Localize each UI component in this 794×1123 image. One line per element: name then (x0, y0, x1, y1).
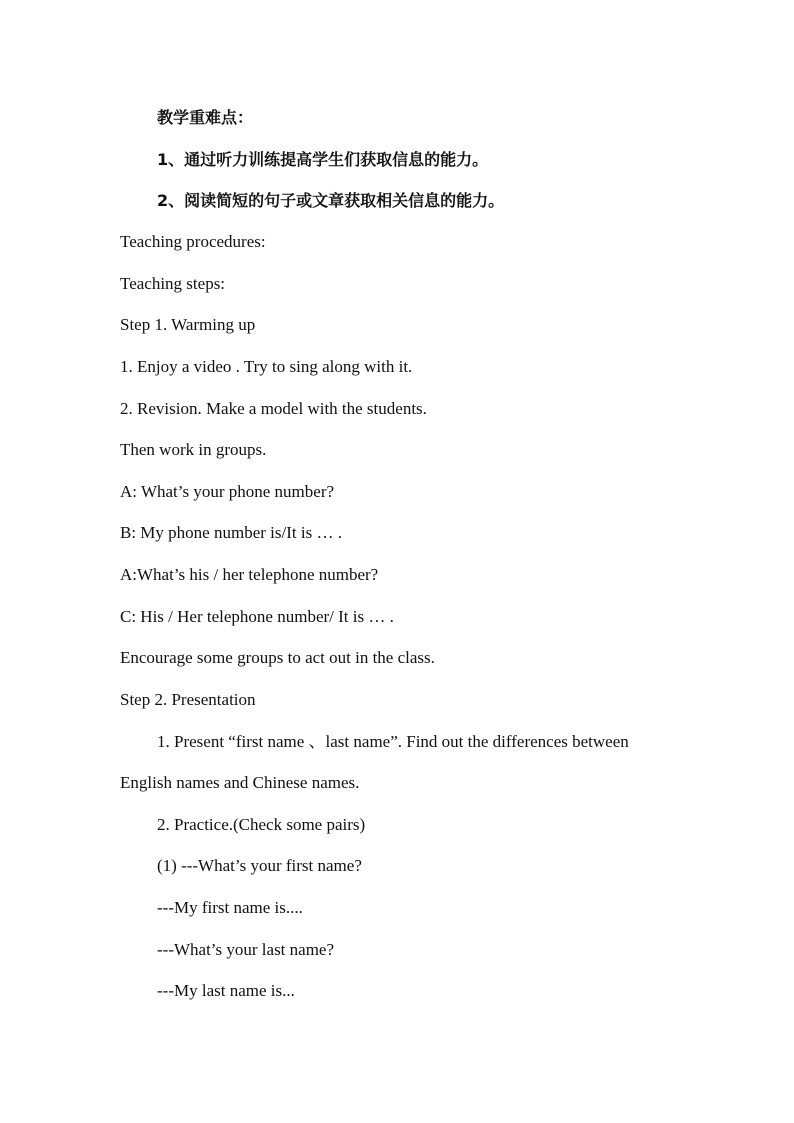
difficulty-item-1: 1、通过听力训练提高学生们获取信息的能力。 (157, 150, 489, 169)
dialog-line-a2: A:What’s his / her telephone number? (120, 565, 379, 584)
practice-question-1: (1) ---What’s your first name? (157, 856, 362, 875)
step2-item-1: 1. Present “first name 、last name”. Find out the differences between (157, 732, 629, 751)
steps-label: Teaching steps: (120, 274, 226, 293)
practice-question-2: ---What’s your last name? (157, 940, 335, 959)
dialog-line-a: A: What’s your phone number? (120, 482, 335, 501)
encourage-text: Encourage some groups to act out in the class. (120, 648, 435, 667)
step1-group-work: Then work in groups. (120, 440, 267, 459)
step2-item-1-continued: English names and Chinese names. (120, 773, 360, 792)
dialog-line-b: B: My phone number is/It is … . (120, 523, 342, 542)
difficulty-item-2: 2、阅读简短的句子或文章获取相关信息的能力。 (157, 191, 505, 210)
section-heading: 教学重难点： (157, 108, 254, 127)
step1-item-2: 2. Revision. Make a model with the students. (120, 399, 427, 418)
step1-item-1: 1. Enjoy a video . Try to sing along with it. (120, 357, 413, 376)
step2-item-2: 2. Practice.(Check some pairs) (157, 815, 366, 834)
procedures-label: Teaching procedures: (120, 232, 266, 251)
practice-answer-1: ---My first name is.... (157, 898, 303, 917)
step1-title: Step 1. Warming up (120, 315, 256, 334)
practice-answer-2: ---My last name is... (157, 981, 295, 1000)
dialog-line-c: C: His / Her telephone number/ It is … . (120, 607, 394, 626)
step2-title: Step 2. Presentation (120, 690, 256, 709)
